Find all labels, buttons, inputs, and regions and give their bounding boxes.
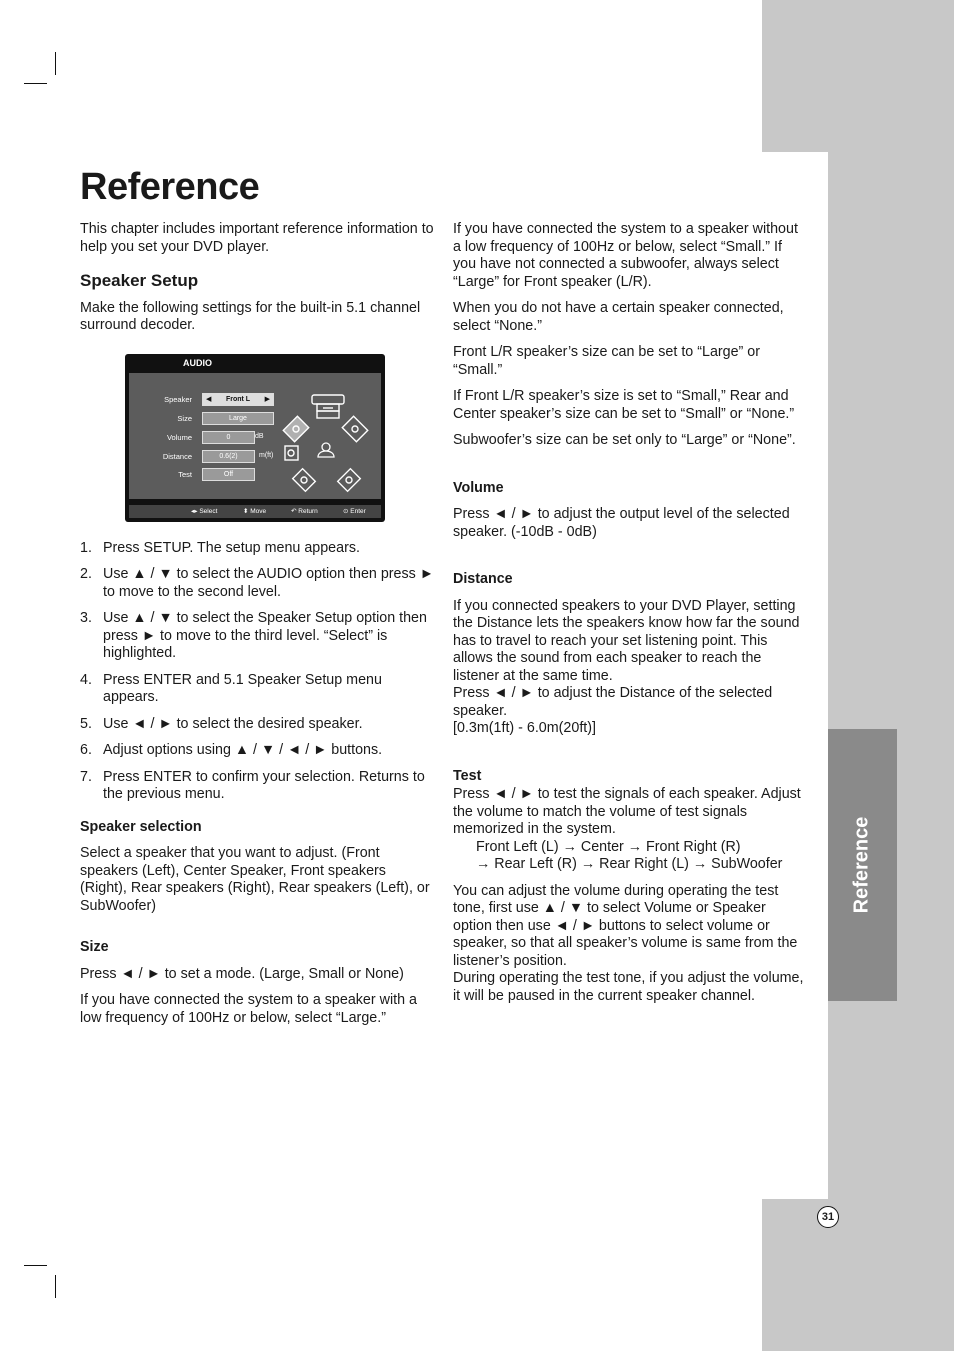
size-text: If you have connected the system to a speaker with a low frequency of 100Hz or below, select “Large.” [80,992,417,1026]
test-heading: Test [453,767,482,784]
distance-range: [0.3m(1ft) - 6.0m(20ft)] [453,720,597,736]
speaker-layout-diagram [279,393,379,499]
front-left-speaker-icon [283,416,308,441]
enter-hint: ⊙ Enter [343,507,366,515]
menu-title: AUDIO [183,357,212,368]
test-sequence: → Rear Left (R) → Rear Right (L) → SubWoofer [476,856,783,872]
setup-steps [80,540,435,804]
menu-row-test [129,468,289,482]
menu-label: Distance [162,451,192,461]
step-item: 4. Press ENTER and 5.1 Speaker Setup menu appears. [80,671,382,705]
menu-row-size [129,412,289,426]
crop-mark [24,1265,47,1266]
test-sequence: Front Left (L) → Center → Front Right (R) [476,838,741,855]
menu-unit: m(ft) [259,451,274,459]
move-hint: ⬍ Move [243,507,267,515]
distance-heading: Distance [453,571,513,587]
select-hint: ◂▸ Select [191,507,218,515]
page-margin-top [762,0,954,152]
menu-row-speaker [129,393,289,407]
page-number: 31 [817,1206,839,1228]
speaker-setup-desc: Make the following settings for the built-in 5.1 channel surround decoder. [80,299,421,333]
menu-value: Front L [225,395,251,403]
distance-text: Press ◄ / ► to adjust the Distance of the selected speaker. [453,685,773,719]
menu-value: Off [202,468,255,481]
crop-mark [55,52,56,75]
step-item: 5. Use ◄ / ► to select the desired speaker. [80,715,363,732]
menu-label: Speaker [164,394,192,404]
rear-left-speaker-icon [293,468,316,491]
volume-heading: Volume [453,479,504,496]
rear-right-speaker-icon [338,468,361,491]
speaker-setup-heading: Speaker Setup [80,271,199,290]
step-item: 2. Use ▲ / ▼ to select the AUDIO option then press ► to move to the second level. [80,566,434,600]
arrow-left-icon: ◀ [206,395,212,403]
page-margin-bottom [762,1199,954,1351]
crop-mark [55,1275,56,1298]
step-item: 7. Press ENTER to confirm your selection. Returns to the previous menu. [80,768,425,802]
menu-label: Size [177,413,192,423]
size-text: If Front L/R speaker’s size is set to “Small,” Rear and Center speaker’s size can be set to “Small” or “None.” [453,388,795,422]
enter-icon: ⊙ [343,507,349,515]
left-column [80,221,435,1036]
size-text: If you have connected the system to a speaker without a low frequency of 100Hz or below, select “Small.” If you have not connected a subwoofer, always select “Large” for Front speaker (L/R). [453,221,798,290]
menu-value: 0 [202,431,255,444]
size-text: Front L/R speaker’s size can be set to “Large” or “Small.” [453,344,760,378]
right-column [453,221,808,1014]
page-margin-right [828,152,954,1199]
distance-text: If you connected speakers to your DVD Player, setting the Distance lets the speakers know how far the sound has to travel to reach your set listening point. This allows the sound from each speaker to reach the listener at the same time. [453,597,800,684]
menu-row-distance [129,450,289,464]
return-hint: ↶ Return [291,507,318,515]
menu-row-volume [129,431,289,445]
test-text: Press ◄ / ► to test the signals of each speaker. Adjust the volume to match the volume of test signals memorized in the system. [453,786,801,837]
menu-footer [129,505,381,518]
left-right-icon: ◂▸ [191,507,198,515]
step-item: 1. Press SETUP. The setup menu appears. [80,539,360,556]
volume-text: Press ◄ / ► to adjust the output level of the selected speaker. (-10dB - 0dB) [453,506,790,540]
menu-value: 0.6(2) [202,450,255,463]
intro-text: This chapter includes important reference information to help you set your DVD player. [80,221,434,255]
step-item: 3. Use ▲ / ▼ to select the Speaker Setup option then press ► to move to the third level. “Select” is highlighted. [80,610,427,661]
size-text: Subwoofer’s size can be set only to “Large” or “None”. [453,432,796,448]
size-text: Press ◄ / ► to set a mode. (Large, Small or None) [80,965,404,982]
speaker-selection-text: Select a speaker that you want to adjust. (Front speakers (Left), Center Speaker, Front speakers (Right), Rear speakers (Right), Rear speakers (Left), or SubWoofer) [80,845,430,914]
size-heading: Size [80,939,109,955]
center-speaker-icon [312,395,344,418]
menu-value: Large [202,412,274,425]
menu-unit: dB [255,432,264,440]
speaker-selector [202,393,274,406]
up-down-icon: ⬍ [243,507,249,515]
crop-mark [24,83,47,84]
return-icon: ↶ [291,507,297,515]
audio-setup-menu [125,354,385,522]
menu-label: Volume [166,432,192,442]
front-right-speaker-icon [342,416,367,441]
test-text: You can adjust the volume during operating the test tone, first use ▲ / ▼ to select Volume or Speaker option then use ◄ / ► buttons to select volume or speaker, so that all speaker’s volume is same from the listener’s position. [453,882,798,969]
speaker-selection-heading: Speaker selection [80,818,202,835]
menu-panel [129,373,381,499]
step-item: 6. Adjust options using ▲ / ▼ / ◄ / ► buttons. [80,742,383,758]
menu-label: Test [178,469,192,479]
subwoofer-icon [285,446,298,460]
size-text: When you do not have a certain speaker connected, select “None.” [453,300,784,334]
listener-icon [318,443,334,457]
arrow-right-icon: ▶ [264,395,270,403]
test-text: During operating the test tone, if you adjust the volume, it will be paused in the current speaker channel. [453,970,804,1004]
page-title: Reference [80,166,260,208]
side-tab-label: Reference [850,816,873,914]
